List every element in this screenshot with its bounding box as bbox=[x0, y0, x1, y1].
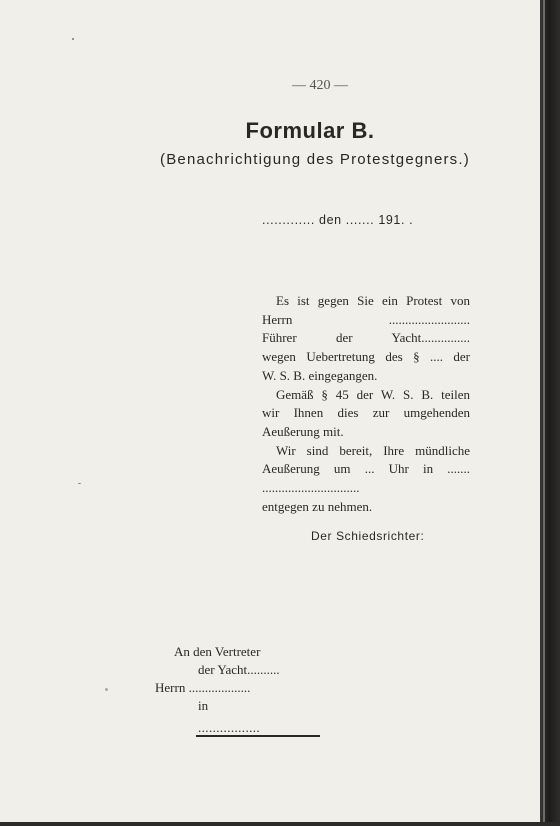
body-line: entgegen zu nehmen. bbox=[262, 498, 373, 514]
signature-label: Der Schiedsrichter: bbox=[311, 529, 425, 543]
body-line: wir Ihnen dies zur umgehenden bbox=[262, 405, 470, 421]
body-line: Aeußerung mit. bbox=[262, 423, 344, 439]
form-subtitle: (Benachrichtigung des Protestgegners.) bbox=[160, 151, 470, 168]
body-line: Gemäß § 45 der W. S. B. teilen bbox=[276, 386, 470, 402]
address-line-place: ................. bbox=[198, 720, 261, 735]
paper-speck bbox=[78, 483, 81, 484]
body-line: wegen Uebertretung des § .... der bbox=[262, 349, 470, 365]
paper-speck bbox=[105, 688, 108, 691]
page-edge-shadow bbox=[0, 822, 560, 826]
body-line: Aeußerung um ... Uhr in ....... bbox=[262, 461, 470, 477]
page-number: — 420 — bbox=[292, 78, 348, 93]
book-spine bbox=[540, 0, 560, 826]
body-line: Führer der Yacht............... bbox=[262, 330, 470, 346]
form-title: Formular B. bbox=[245, 118, 375, 143]
address-underline bbox=[196, 735, 320, 737]
body-line: W. S. B. eingegangen. bbox=[262, 367, 378, 383]
body-line: Es ist gegen Sie ein Protest von bbox=[276, 293, 470, 308]
body-line: Herrn ......................... bbox=[262, 311, 470, 327]
body-line: Wir sind bereit, Ihre mündliche bbox=[276, 442, 470, 458]
body-line: .............................. bbox=[262, 480, 360, 496]
address-line-recipient: An den Vertreter bbox=[174, 644, 261, 659]
paper-speck bbox=[72, 38, 74, 40]
date-line: ............. den ....... 191. . bbox=[262, 213, 414, 227]
notice-body bbox=[262, 292, 470, 516]
address-line-yacht: der Yacht.......... bbox=[198, 662, 280, 677]
address-line-in: in bbox=[198, 698, 209, 713]
address-line-herrn: Herrn ................... bbox=[155, 680, 251, 695]
